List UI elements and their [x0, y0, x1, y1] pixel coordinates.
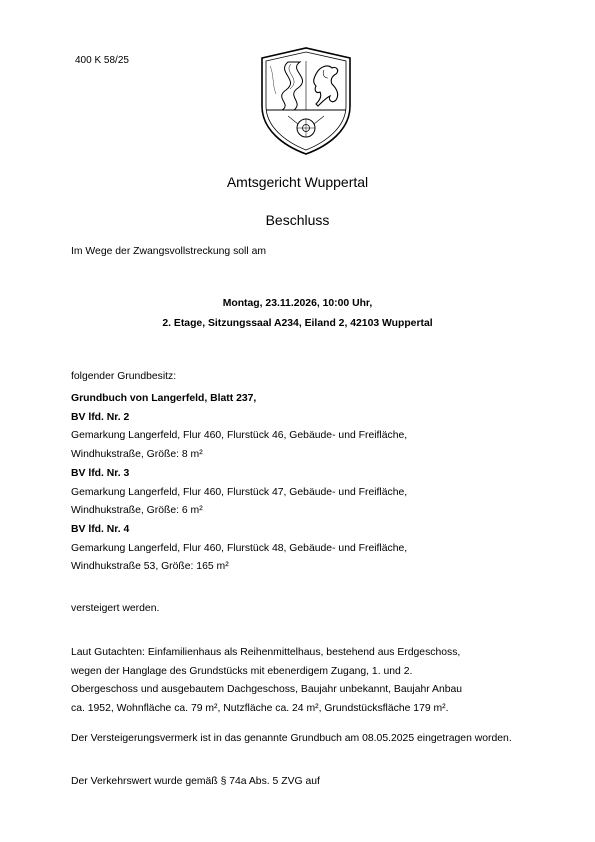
registration-note: Der Versteigerungsvermerk ist in das genannte Grundbuch am 08.05.2025 eingetragen worden.	[71, 733, 512, 744]
grundbuch-reference: Grundbuch von Langerfeld, Blatt 237,	[71, 393, 257, 404]
appraisal-line: wegen der Hanglage des Grundstücks mit ebenerdigem Zugang, 1. und 2.	[71, 665, 413, 677]
parcel-description: Gemarkung Langerfeld, Flur 460, Flurstück 47, Gebäude- und Freifläche,	[71, 486, 408, 498]
parcel-description: Windhukstraße, Größe: 8 m²	[71, 449, 203, 461]
appraisal-line: ca. 1952, Wohnfläche ca. 79 m², Nutzfläche ca. 24 m², Grundstücksfläche 179 m².	[71, 703, 449, 715]
parcel-description: Windhukstraße 53, Größe: 165 m²	[71, 561, 229, 573]
parcel-description: Gemarkung Langerfeld, Flur 460, Flurstück 46, Gebäude- und Freifläche,	[71, 430, 408, 442]
parcel-description: Windhukstraße, Größe: 6 m²	[71, 505, 203, 517]
court-name: Amtsgericht Wuppertal	[226, 174, 369, 190]
document-title: Beschluss	[265, 212, 330, 228]
appraisal-line: Obergeschoss und ausgebautem Dachgeschoss, Baujahr unbekannt, Baujahr Anbau	[71, 684, 463, 696]
appraisal-paragraph	[71, 644, 524, 719]
intro-text: Im Wege der Zwangsvollstreckung soll am	[71, 246, 266, 257]
parcel-label: BV lfd. Nr. 3	[71, 467, 130, 479]
parcel-label: BV lfd. Nr. 2	[71, 411, 130, 423]
parcel-description: Gemarkung Langerfeld, Flur 460, Flurstück 48, Gebäude- und Freifläche,	[71, 542, 408, 554]
value-note: Der Verkehrswert wurde gemäß § 74a Abs. 5 ZVG auf	[71, 776, 320, 787]
appointment-datetime: Montag, 23.11.2026, 10:00 Uhr,	[222, 298, 373, 309]
property-heading: folgender Grundbesitz:	[71, 371, 177, 382]
appointment-location: 2. Etage, Sitzungssaal A234, Eiland 2, 42103 Wuppertal	[162, 318, 433, 329]
property-list	[71, 390, 524, 577]
auction-phrase: versteigert werden.	[71, 603, 160, 614]
case-number: 400 K 58/25	[75, 55, 129, 66]
appraisal-line: Laut Gutachten: Einfamilienhaus als Reihenmittelhaus, bestehend aus Erdgeschoss,	[71, 647, 461, 658]
parcel-label: BV lfd. Nr. 4	[71, 523, 130, 535]
nrw-coat-of-arms-icon	[258, 44, 354, 156]
